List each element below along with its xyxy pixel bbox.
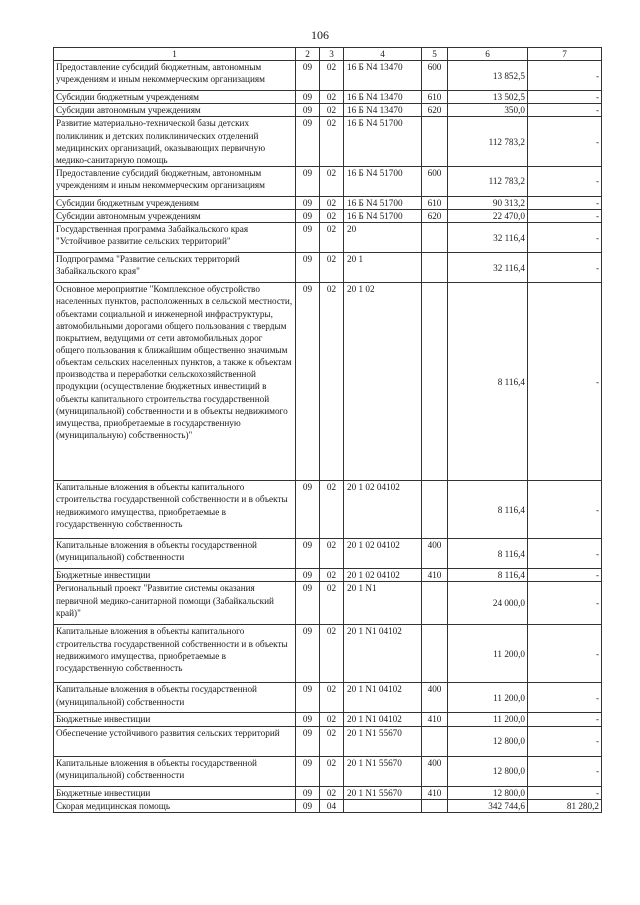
amount-cell: 8 116,4 [448,283,528,481]
subvention-amount-cell: - [528,196,602,209]
target-article-cell: 20 [344,223,422,253]
table-row [54,539,602,569]
section-code-cell: 09 [296,196,320,209]
item-name-cell: Субсидии бюджетным учреждениям [54,196,296,209]
expense-type-cell [422,726,448,756]
subsection-code-cell: 02 [320,223,344,253]
section-code-cell: 09 [296,210,320,223]
target-article-cell: 20 1 N1 04102 [344,683,422,713]
expense-type-cell [422,223,448,253]
subvention-amount-cell: - [528,683,602,713]
amount-cell: 11 200,0 [448,713,528,726]
table-row [54,196,602,209]
item-name-cell: Субсидии бюджетным учреждениям [54,91,296,104]
expense-type-cell: 400 [422,683,448,713]
subvention-amount-cell: - [528,210,602,223]
subsection-code-cell: 02 [320,726,344,756]
section-code-cell: 09 [296,117,320,167]
subvention-amount-cell: - [528,91,602,104]
subvention-amount-cell: - [528,786,602,799]
expense-type-cell: 410 [422,569,448,582]
item-name-cell: Предоставление субсидий бюджетным, автономным учреждениям и иным некоммерческим организациям [54,166,296,196]
subsection-code-cell: 02 [320,713,344,726]
target-article-cell: 16 Б N4 51700 [344,196,422,209]
table-row [54,726,602,756]
target-article-cell: 16 Б N4 13470 [344,91,422,104]
amount-cell: 32 116,4 [448,223,528,253]
subsection-code-cell: 02 [320,582,344,625]
amount-cell: 112 783,2 [448,166,528,196]
table-row [54,117,602,167]
subvention-amount-cell: - [528,61,602,91]
subvention-amount-cell: - [528,569,602,582]
header-cell: 3 [320,48,344,61]
amount-cell: 13 852,5 [448,61,528,91]
section-code-cell: 09 [296,91,320,104]
expense-type-cell [422,117,448,167]
table-row [54,104,602,117]
expense-type-cell: 620 [422,104,448,117]
amount-cell: 112 783,2 [448,117,528,167]
section-code-cell: 09 [296,569,320,582]
amount-cell: 12 800,0 [448,756,528,786]
table-row [54,713,602,726]
target-article-cell: 16 Б N4 51700 [344,166,422,196]
subvention-amount-cell: - [528,756,602,786]
target-article-cell: 20 1 N1 55670 [344,786,422,799]
section-code-cell: 09 [296,713,320,726]
subsection-code-cell: 02 [320,786,344,799]
subsection-code-cell: 02 [320,539,344,569]
section-code-cell: 09 [296,582,320,625]
expense-type-cell: 610 [422,196,448,209]
subvention-amount-cell: - [528,726,602,756]
section-code-cell: 09 [296,166,320,196]
item-name-cell: Капитальные вложения в объекты государственной (муниципальной) собственности [54,539,296,569]
item-name-cell: Бюджетные инвестиции [54,569,296,582]
subvention-amount-cell: - [528,713,602,726]
expense-type-cell [422,481,448,539]
subsection-code-cell: 02 [320,166,344,196]
item-name-cell: Предоставление субсидий бюджетным, автономным учреждениям и иным некоммерческим организациям [54,61,296,91]
table-row [54,786,602,799]
target-article-cell: 20 1 02 04102 [344,539,422,569]
header-cell: 4 [344,48,422,61]
amount-cell: 32 116,4 [448,253,528,283]
subsection-code-cell: 02 [320,104,344,117]
subsection-code-cell: 02 [320,91,344,104]
table-row [54,625,602,683]
expense-type-cell [422,625,448,683]
page-number: 106 [311,28,329,42]
subvention-amount-cell: - [528,253,602,283]
subvention-amount-cell: - [528,283,602,481]
amount-cell: 8 116,4 [448,569,528,582]
item-name-cell: Субсидии автономным учреждениям [54,104,296,117]
table-row [54,569,602,582]
section-code-cell: 09 [296,726,320,756]
target-article-cell: 16 Б N4 51700 [344,117,422,167]
subvention-amount-cell: - [528,166,602,196]
item-name-cell: Капитальные вложения в объекты капитального строительства государственной собственности и в объекты недвижимого имущества, приобретаемые в государственную собственность [54,625,296,683]
header-cell: 6 [448,48,528,61]
expense-type-cell: 600 [422,166,448,196]
amount-cell: 12 800,0 [448,786,528,799]
section-code-cell: 09 [296,283,320,481]
table-row [54,756,602,786]
section-code-cell: 09 [296,253,320,283]
table-row [54,582,602,625]
target-article-cell [344,799,422,812]
item-name-cell: Основное мероприятие "Комплексное обустройство населенных пунктов, расположенных в сельской местности, объектами социальной и инженерной инфраструктуры, автомобильными дорогами общего пользования с твердым покрытием, ведущими от сети автомобильных дорог общего пользования к ближайшим общественно значимым объектам сельских населенных пунктов, а также к объектам производства и переработки сельскохозяйственной продукции (осуществление бюджетных инвестиций в объекты капитального строительства государственной (муниципальной) собственности и в объекты недвижимого имущества, приобретаемые в государственную (муниципальную) собственность)" [54,283,296,481]
section-code-cell: 09 [296,539,320,569]
amount-cell: 22 470,0 [448,210,528,223]
target-article-cell: 20 1 N1 55670 [344,726,422,756]
item-name-cell: Развитие материально-технической базы детских поликлиник и детских поликлинических отделений медицинских организаций, оказывающих первичную медико-санитарную помощь [54,117,296,167]
subsection-code-cell: 02 [320,61,344,91]
budget-table [53,47,602,813]
target-article-cell: 20 1 N1 04102 [344,713,422,726]
amount-cell: 8 116,4 [448,539,528,569]
table-row [54,283,602,481]
amount-cell: 342 744,6 [448,799,528,812]
item-name-cell: Региональный проект "Развитие системы оказания первичной медико-санитарной помощи (Забайкальский край)" [54,582,296,625]
expense-type-cell [422,283,448,481]
subsection-code-cell: 02 [320,283,344,481]
subvention-amount-cell: - [528,117,602,167]
header-cell: 5 [422,48,448,61]
header-cell: 7 [528,48,602,61]
amount-cell: 24 000,0 [448,582,528,625]
header-cell: 2 [296,48,320,61]
subvention-amount-cell: - [528,582,602,625]
expense-type-cell: 600 [422,61,448,91]
item-name-cell: Бюджетные инвестиции [54,713,296,726]
subvention-amount-cell: - [528,223,602,253]
item-name-cell: Субсидии автономным учреждениям [54,210,296,223]
subsection-code-cell: 02 [320,683,344,713]
subvention-amount-cell: - [528,481,602,539]
subsection-code-cell: 02 [320,625,344,683]
expense-type-cell [422,253,448,283]
item-name-cell: Капитальные вложения в объекты капитального строительства государственной собственности и в объекты недвижимого имущества, приобретаемые в государственную собственность [54,481,296,539]
amount-cell: 8 116,4 [448,481,528,539]
section-code-cell: 09 [296,481,320,539]
target-article-cell: 20 1 02 04102 [344,569,422,582]
section-code-cell: 09 [296,104,320,117]
section-code-cell: 09 [296,625,320,683]
expense-type-cell: 410 [422,713,448,726]
subsection-code-cell: 02 [320,196,344,209]
subsection-code-cell: 02 [320,253,344,283]
header-row [54,48,602,61]
subsection-code-cell: 04 [320,799,344,812]
item-name-cell: Капитальные вложения в объекты государственной (муниципальной) собственности [54,756,296,786]
expense-type-cell: 400 [422,756,448,786]
item-name-cell: Бюджетные инвестиции [54,786,296,799]
target-article-cell: 20 1 02 [344,283,422,481]
expense-type-cell: 620 [422,210,448,223]
table-row [54,166,602,196]
subsection-code-cell: 02 [320,569,344,582]
table-row [54,253,602,283]
target-article-cell: 16 Б N4 51700 [344,210,422,223]
subvention-amount-cell: - [528,539,602,569]
table-row [54,799,602,812]
expense-type-cell: 400 [422,539,448,569]
section-code-cell: 09 [296,61,320,91]
subvention-amount-cell: - [528,625,602,683]
item-name-cell: Обеспечение устойчивого развития сельских территорий [54,726,296,756]
target-article-cell: 20 1 N1 55670 [344,756,422,786]
subsection-code-cell: 02 [320,481,344,539]
target-article-cell: 16 Б N4 13470 [344,61,422,91]
amount-cell: 90 313,2 [448,196,528,209]
amount-cell: 11 200,0 [448,625,528,683]
table-row [54,683,602,713]
table-row [54,223,602,253]
table-row [54,210,602,223]
target-article-cell: 20 1 [344,253,422,283]
section-code-cell: 09 [296,786,320,799]
item-name-cell: Подпрограмма "Развитие сельских территорий Забайкальского края" [54,253,296,283]
expense-type-cell: 610 [422,91,448,104]
target-article-cell: 20 1 N1 04102 [344,625,422,683]
section-code-cell: 09 [296,223,320,253]
section-code-cell: 09 [296,799,320,812]
table-row [54,61,602,91]
section-code-cell: 09 [296,756,320,786]
amount-cell: 12 800,0 [448,726,528,756]
header-cell: 1 [54,48,296,61]
amount-cell: 13 502,5 [448,91,528,104]
amount-cell: 11 200,0 [448,683,528,713]
subsection-code-cell: 02 [320,756,344,786]
target-article-cell: 16 Б N4 13470 [344,104,422,117]
table-row [54,91,602,104]
item-name-cell: Государственная программа Забайкальского края "Устойчивое развитие сельских территорий" [54,223,296,253]
expense-type-cell: 410 [422,786,448,799]
subsection-code-cell: 02 [320,210,344,223]
amount-cell: 350,0 [448,104,528,117]
subvention-amount-cell: 81 280,2 [528,799,602,812]
target-article-cell: 20 1 N1 [344,582,422,625]
table-row [54,481,602,539]
expense-type-cell [422,799,448,812]
target-article-cell: 20 1 02 04102 [344,481,422,539]
item-name-cell: Скорая медицинская помощь [54,799,296,812]
subsection-code-cell: 02 [320,117,344,167]
expense-type-cell [422,582,448,625]
section-code-cell: 09 [296,683,320,713]
item-name-cell: Капитальные вложения в объекты государственной (муниципальной) собственности [54,683,296,713]
subvention-amount-cell: - [528,104,602,117]
